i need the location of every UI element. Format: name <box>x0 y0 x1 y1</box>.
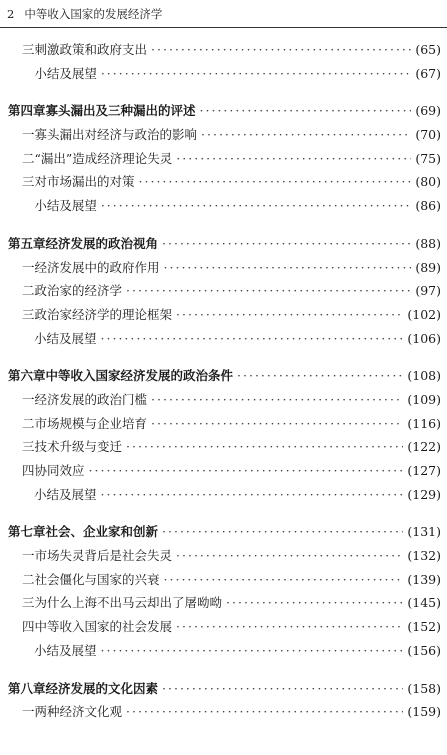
entry-page-number: (65) <box>415 42 441 57</box>
toc-section-entry[interactable] <box>8 40 441 64</box>
entry-page-number: (109) <box>407 391 441 407</box>
entry-title: 社会僵化与国家的兴衰 <box>34 571 160 587</box>
entry-number: 三 <box>22 42 35 57</box>
dot-leader <box>164 260 412 275</box>
dot-leader <box>89 463 404 478</box>
dot-leader <box>176 619 403 634</box>
entry-title: 经济发展中的政府作用 <box>34 259 160 275</box>
entry-title: 刺激政策和政府支出 <box>34 42 148 57</box>
entry-title: 为什么上海不出马云却出了屠呦呦 <box>34 595 223 611</box>
entry-number: 二 <box>22 150 35 166</box>
entry-page-number: (108) <box>407 368 441 384</box>
entry-page-number: (80) <box>415 174 441 190</box>
entry-title: 社会、企业家和创新 <box>45 524 159 540</box>
dot-leader <box>139 174 412 189</box>
entry-number: 二 <box>22 415 35 431</box>
entry-number: 三 <box>22 595 35 611</box>
book-title: 中等收入国家的发展经济学 <box>24 7 163 21</box>
entry-number: 第五章 <box>8 235 46 251</box>
toc-section-entry[interactable] <box>8 305 441 329</box>
entry-title: 协同效应 <box>34 463 85 478</box>
entry-title: 寡头漏出对经济与政治的影响 <box>34 127 198 143</box>
dot-leader <box>151 42 411 57</box>
entry-number: 第六章 <box>8 368 46 384</box>
entry-page-number: (89) <box>415 259 441 275</box>
entry-page-number: (69) <box>415 103 441 119</box>
entry-page-number: (122) <box>407 439 441 455</box>
dot-leader <box>101 487 404 502</box>
entry-page-number: (158) <box>407 680 441 696</box>
toc-chapter-entry[interactable] <box>8 101 441 125</box>
entry-page-number: (156) <box>407 642 441 658</box>
dot-leader <box>101 198 412 213</box>
entry-number: 二 <box>22 571 35 587</box>
toc-section-entry[interactable] <box>8 593 441 617</box>
page-number: 2 <box>7 7 15 21</box>
entry-title: 政治家经济学的理论框架 <box>34 306 173 322</box>
entry-number: 三 <box>22 174 35 190</box>
dot-leader <box>101 66 412 81</box>
toc-section-entry[interactable] <box>8 390 441 414</box>
entry-title: 经济发展的政治视角 <box>45 235 159 251</box>
entry-page-number: (127) <box>407 463 441 478</box>
entry-page-number: (145) <box>407 595 441 611</box>
entry-title: 市场失灵背后是社会失灵 <box>34 548 173 564</box>
toc-section-entry[interactable] <box>8 64 441 88</box>
entry-title: 中等收入国家经济发展的政治条件 <box>45 368 234 384</box>
toc-section-entry[interactable] <box>8 641 441 665</box>
dot-leader <box>201 127 411 142</box>
entry-title: 小结及展望 <box>34 486 97 502</box>
entry-page-number: (131) <box>407 524 441 540</box>
dot-leader <box>126 439 403 454</box>
entry-title: 小结及展望 <box>34 330 97 346</box>
entry-title: 寡头漏出及三种漏出的评述 <box>45 103 196 119</box>
toc-section-entry[interactable] <box>8 281 441 305</box>
entry-page-number: (152) <box>407 619 441 635</box>
entry-title: 政治家的经济学 <box>34 283 123 299</box>
toc-chapter-entry[interactable] <box>8 522 441 546</box>
entry-number: 第七章 <box>8 524 46 540</box>
entry-number: 二 <box>22 283 35 299</box>
dot-leader <box>237 368 403 383</box>
entry-number: 第四章 <box>8 103 46 119</box>
entry-page-number: (159) <box>407 704 441 720</box>
entry-title: 经济发展的文化因素 <box>45 680 159 696</box>
entry-title: “漏出”造成经济理论失灵 <box>34 150 173 166</box>
running-header <box>7 6 441 22</box>
entry-title: 经济发展的政治门槛 <box>34 391 148 407</box>
toc-section-entry[interactable] <box>8 437 441 461</box>
toc-section-entry[interactable] <box>8 258 441 282</box>
dot-leader <box>126 283 411 298</box>
toc-section-entry[interactable] <box>8 414 441 438</box>
entry-number: 三 <box>22 439 35 455</box>
toc-section-entry[interactable] <box>8 125 441 149</box>
dot-leader <box>151 416 403 431</box>
entry-page-number: (132) <box>407 548 441 564</box>
entry-title: 小结及展望 <box>34 65 97 81</box>
entry-title: 小结及展望 <box>34 642 97 658</box>
toc-section-entry[interactable] <box>8 461 441 485</box>
header-rule <box>0 27 447 28</box>
entry-title: 技术升级与变迁 <box>34 439 123 455</box>
toc-chapter-entry[interactable] <box>8 679 441 703</box>
entry-page-number: (139) <box>407 571 441 587</box>
toc-section-entry[interactable] <box>8 570 441 594</box>
dot-leader <box>101 331 404 346</box>
entry-page-number: (106) <box>407 330 441 346</box>
toc-section-entry[interactable] <box>8 702 441 726</box>
toc-section-entry[interactable] <box>8 546 441 570</box>
dot-leader <box>164 572 404 587</box>
entry-number: 三 <box>22 306 35 322</box>
entry-number: 第八章 <box>8 680 46 696</box>
entry-page-number: (75) <box>415 150 441 166</box>
toc-section-entry[interactable] <box>8 329 441 353</box>
entry-number: 一 <box>22 127 35 143</box>
toc-section-entry[interactable] <box>8 196 441 220</box>
entry-number: 四 <box>22 463 35 478</box>
dot-leader <box>162 681 403 696</box>
dot-leader <box>126 704 403 719</box>
entry-title: 市场规模与企业培育 <box>34 415 148 431</box>
toc-section-entry[interactable] <box>8 485 441 509</box>
dot-leader <box>162 236 411 251</box>
dot-leader <box>176 307 403 322</box>
entry-title: 对市场漏出的对策 <box>34 174 135 190</box>
entry-page-number: (97) <box>415 283 441 299</box>
toc-chapter-entry[interactable] <box>8 366 441 390</box>
entry-title: 两种经济文化观 <box>34 704 123 720</box>
entry-number: 一 <box>22 704 35 720</box>
entry-page-number: (88) <box>415 235 441 251</box>
entry-page-number: (102) <box>407 306 441 322</box>
toc-section-entry[interactable] <box>8 172 441 196</box>
toc-chapter-entry[interactable] <box>8 234 441 258</box>
entry-number: 一 <box>22 259 35 275</box>
toc-section-entry[interactable] <box>8 617 441 641</box>
dot-leader <box>200 103 412 118</box>
dot-leader <box>151 392 403 407</box>
entry-number: 四 <box>22 619 35 635</box>
entry-number: 一 <box>22 391 35 407</box>
entry-page-number: (70) <box>415 127 441 143</box>
dot-leader <box>176 151 411 166</box>
dot-leader <box>162 524 403 539</box>
dot-leader <box>101 643 404 658</box>
entry-number: 一 <box>22 548 35 564</box>
entry-page-number: (129) <box>407 486 441 502</box>
dot-leader <box>226 595 403 610</box>
entry-page-number: (116) <box>407 415 441 431</box>
entry-title: 小结及展望 <box>34 198 97 214</box>
dot-leader <box>176 548 403 563</box>
toc-section-entry[interactable] <box>8 149 441 173</box>
table-of-contents <box>8 40 441 726</box>
entry-page-number: (86) <box>415 198 441 214</box>
entry-page-number: (67) <box>415 65 441 81</box>
entry-title: 中等收入国家的社会发展 <box>34 619 173 635</box>
